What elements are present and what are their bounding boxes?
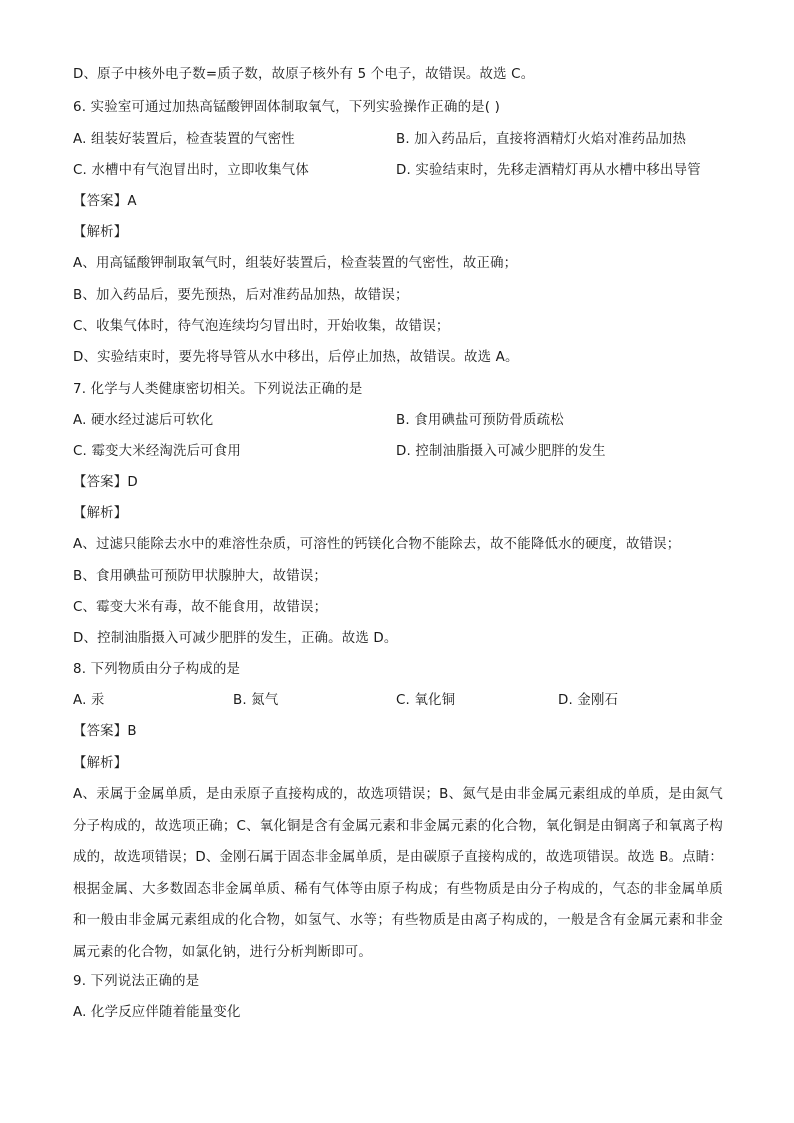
question-6-option-c: C. 水槽中有气泡冒出时，立即收集气体 — [73, 163, 309, 178]
question-9-option-a: A. 化学反应伴随着能量变化 — [73, 1005, 241, 1020]
question-7-explain-d: D、控制油脂摄入可减少肥胖的发生，正确。故选 D。 — [73, 631, 398, 646]
question-8-option-a: A. 汞 — [73, 693, 105, 708]
question-7-stem: 7. 化学与人类健康密切相关。下列说法正确的是 — [73, 382, 363, 397]
question-6-explain-c: C、收集气体时，待气泡连续均匀冒出时，开始收集，故错误； — [73, 319, 450, 334]
question-7-option-c: C. 霉变大米经淘洗后可食用 — [73, 444, 241, 459]
question-6-analysis-label: 【解析】 — [73, 225, 128, 240]
question-7-answer: 【答案】D — [73, 475, 138, 490]
question-8-explanation: A、汞属于金属单质，是由汞原子直接构成的，故选项错误；B、氮气是由非金属元素组成的单质，是由氮气分子构成的，故选项正确；C、氧化铜是含有金属元素和非金属元素的化合物，氧化铜是由铜离子和氧离子构成的，故选项错误；D、金刚石属于固态非金属单质，是由碳原子直接构成的，故选项错误。故选 B。点睛：根据金属、大多数固态非金属单质、稀有气体等由原子构成；有些物质是由分子构成的，气态的非金属单质和一般由非金属元素组成的化合物，如氢气、水等；有些物质是由离子构成的，一般是含有金属元素和非金属元素的化合物，如氯化钠，进行分析判断即可。 — [73, 787, 723, 960]
prev-explanation-d: D、原子中核外电子数=质子数，故原子核外有 5 个电子，故错误。故选 C。 — [73, 67, 535, 82]
question-7-analysis-label: 【解析】 — [73, 506, 128, 521]
question-6-stem: 6. 实验室可通过加热高锰酸钾固体制取氧气，下列实验操作正确的是( ) — [73, 100, 501, 115]
question-8-option-d: D. 金刚石 — [558, 693, 619, 708]
question-6-explain-d: D、实验结束时，要先将导管从水中移出，后停止加热，故错误。故选 A。 — [73, 350, 519, 365]
question-6-option-a: A. 组装好装置后，检查装置的气密性 — [73, 132, 295, 147]
question-6-explain-b: B、加入药品后，要先预热，后对准药品加热，故错误； — [73, 288, 409, 303]
question-7-option-b: B. 食用碘盐可预防骨质疏松 — [396, 413, 564, 428]
question-8-option-c: C. 氧化铜 — [396, 693, 456, 708]
question-7-option-d: D. 控制油脂摄入可减少肥胖的发生 — [396, 444, 606, 459]
question-7-explain-b: B、食用碘盐可预防甲状腺肿大，故错误； — [73, 569, 328, 584]
question-7-explain-c: C、霉变大米有毒，故不能食用，故错误； — [73, 600, 328, 615]
question-6-option-d: D. 实验结束时，先移走酒精灯再从水槽中移出导管 — [396, 163, 701, 178]
question-6-explain-a: A、用高锰酸钾制取氧气时，组装好装置后，检查装置的气密性，故正确； — [73, 256, 518, 271]
question-6-answer: 【答案】A — [73, 194, 137, 209]
question-6-option-b: B. 加入药品后，直接将酒精灯火焰对准药品加热 — [396, 132, 687, 147]
question-8-answer: 【答案】B — [73, 724, 137, 739]
question-8-option-b: B. 氮气 — [233, 693, 279, 708]
question-8-analysis-label: 【解析】 — [73, 756, 128, 771]
question-7-explain-a: A、过滤只能除去水中的难溶性杂质，可溶性的钙镁化合物不能除去，故不能降低水的硬度，故错误； — [73, 537, 681, 552]
question-8-stem: 8. 下列物质由分子构成的是 — [73, 662, 241, 677]
question-9-stem: 9. 下列说法正确的是 — [73, 974, 200, 989]
question-7-option-a: A. 硬水经过滤后可软化 — [73, 413, 214, 428]
